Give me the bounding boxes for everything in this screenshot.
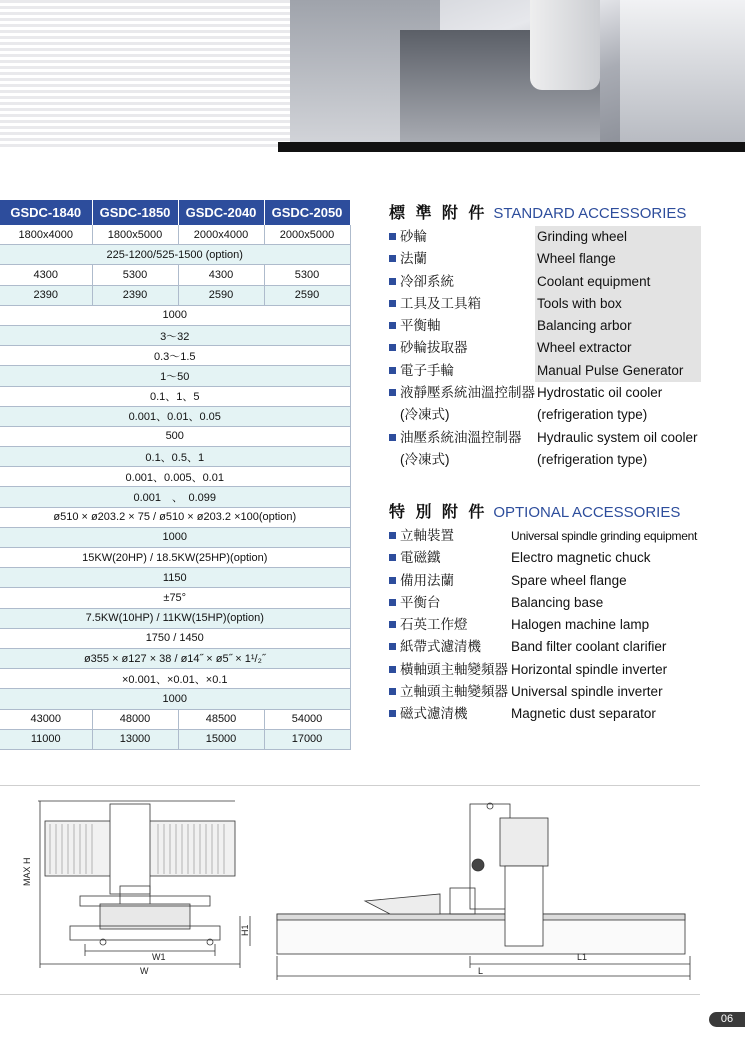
accessory-name-en: Hydrostatic oil cooler (537, 385, 663, 401)
bullet-square-icon (389, 688, 396, 695)
header-black-bar (278, 142, 745, 152)
accessory-name-en: Universal spindle inverter (511, 684, 663, 700)
accessory-item (389, 360, 701, 382)
bullet-square-icon (389, 621, 396, 628)
spec-table-cell: 43000 (0, 709, 92, 729)
accessory-name-zh: 法蘭 (400, 251, 427, 267)
bullet-square-icon (389, 434, 396, 441)
dimension-drawing-svg (0, 786, 700, 994)
optional-accessories-title (389, 499, 680, 522)
accessory-item (389, 293, 701, 315)
spec-table-cell: 2590 (264, 285, 350, 305)
l-label: L (478, 966, 484, 976)
bullet-square-icon (389, 278, 396, 285)
spec-table-cell: 1000 (0, 527, 350, 547)
spec-table-cell: 0.1、0.5、1 (0, 447, 350, 467)
model-header-1850: GSDC-1850 (92, 200, 178, 225)
accessory-item (389, 226, 701, 248)
spec-table-cell: 4300 (0, 265, 92, 285)
spec-table-cell: 2390 (92, 285, 178, 305)
model-header-2050: GSDC-2050 (264, 200, 350, 225)
bullet-square-icon (389, 233, 396, 240)
spec-table-cell: 3～32 (0, 325, 350, 345)
accessory-name-zh: 電磁鐵 (400, 550, 441, 566)
accessory-name-en: Manual Pulse Generator (535, 360, 701, 382)
spec-table-cell: ø510 × ø203.2 × 75 / ø510 × ø203.2 ×100(option) (0, 507, 350, 527)
spec-table-cell: 48000 (92, 709, 178, 729)
page-number: 06 (709, 1012, 745, 1027)
accessory-item (389, 570, 701, 592)
accessory-name-zh: 備用法蘭 (400, 572, 454, 588)
spec-table-cell: ø355 × ø127 × 38 / ø14˝ × ø5˝ × 1¹/₂˝ (0, 648, 350, 668)
accessory-name-zh: 油壓系統油溫控制器 (400, 429, 522, 445)
accessory-name-zh: 立軸頭主軸變頻器 (400, 684, 508, 700)
spec-table-row (0, 689, 350, 709)
spec-table-cell: 7.5KW(10HP) / 11KW(15HP)(option) (0, 608, 350, 628)
h1-label: H1 (240, 924, 250, 936)
accessory-item (389, 636, 701, 658)
machine-dimension-drawing (0, 785, 700, 995)
accessory-name-zh: 石英工作燈 (400, 617, 468, 633)
spec-table-row (0, 406, 350, 426)
spec-table-cell: 11000 (0, 729, 92, 749)
accessory-name-en: Hydraulic system oil cooler (537, 429, 698, 445)
spec-table-row (0, 568, 350, 588)
spec-table-cell: 2000x5000 (264, 225, 350, 245)
accessory-name-en: Magnetic dust separator (511, 706, 656, 722)
spec-table-cell: 2000x4000 (178, 225, 264, 245)
spec-table-cell: 0.001、0.01、0.05 (0, 406, 350, 426)
accessory-name-zh: 工具及工具箱 (400, 295, 481, 311)
spec-table-cell: 1750 / 1450 (0, 628, 350, 648)
spec-table-cell: 1150 (0, 568, 350, 588)
spec-table-cell: 4300 (178, 265, 264, 285)
accessory-name-zh: 磁式濾清機 (400, 706, 468, 722)
spec-table-cell: 0.001 、 0.099 (0, 487, 350, 507)
accessory-name-en: Wheel extractor (535, 337, 701, 359)
accessory-name-en: Spare wheel flange (511, 572, 627, 588)
optional-accessories-title-zh: 特 別 附 件 (389, 504, 488, 521)
spec-table-row (0, 285, 350, 305)
accessory-item (389, 525, 701, 547)
spec-table-row (0, 507, 350, 527)
spec-table-row (0, 487, 350, 507)
accessory-item (389, 315, 701, 337)
bullet-square-icon (389, 367, 396, 374)
accessory-name-zh: (冷凍式) (400, 451, 450, 467)
spec-table-cell: ×0.001、×0.01、×0.1 (0, 669, 350, 689)
spec-table-row (0, 588, 350, 608)
spec-table-cell: 0.1、1、5 (0, 386, 350, 406)
spec-table-cell: 1000 (0, 305, 350, 325)
accessory-name-en: (refrigeration type) (537, 451, 648, 467)
spec-table-row (0, 648, 350, 668)
accessory-name-zh: 平衡台 (400, 594, 441, 610)
accessory-item (389, 659, 701, 681)
spec-table-header-row (0, 200, 350, 225)
w-label: W (140, 966, 149, 976)
accessory-name-en: Horizontal spindle inverter (511, 661, 668, 677)
spec-table-row (0, 447, 350, 467)
bullet-square-icon (389, 389, 396, 396)
w1-label: W1 (152, 952, 166, 962)
spec-table-cell: 2390 (0, 285, 92, 305)
spec-table-cell: 17000 (264, 729, 350, 749)
standard-accessories-title-en: STANDARD ACCESSORIES (493, 205, 687, 222)
accessory-item (389, 427, 701, 449)
bullet-square-icon (389, 344, 396, 351)
spec-table-row (0, 386, 350, 406)
spec-table-row (0, 527, 350, 547)
accessory-item (389, 382, 701, 404)
l1-label: L1 (577, 952, 588, 962)
accessory-name-zh: (冷凍式) (400, 407, 450, 423)
bullet-square-icon (389, 322, 396, 329)
accessory-name-en: Wheel flange (535, 248, 701, 270)
spec-table-cell: 48500 (178, 709, 264, 729)
spec-table-row (0, 608, 350, 628)
bullet-square-icon (389, 666, 396, 673)
accessory-name-zh: 砂輪拔取器 (400, 340, 468, 356)
header-stripe-pattern (0, 0, 290, 150)
optional-accessories-list (389, 525, 701, 726)
accessory-item (389, 681, 701, 703)
spec-table-row (0, 729, 350, 749)
spec-table-row (0, 305, 350, 325)
model-header-2040: GSDC-2040 (178, 200, 264, 225)
accessory-name-en: Electro magnetic chuck (511, 550, 651, 566)
accessory-item (389, 337, 701, 359)
spec-table-cell: ±75° (0, 588, 350, 608)
spec-table-cell: 15000 (178, 729, 264, 749)
accessory-name-zh: 液靜壓系統油溫控制器 (400, 385, 535, 401)
spec-table-row (0, 467, 350, 487)
spec-table-row (0, 346, 350, 366)
accessory-item (389, 271, 701, 293)
accessory-item (389, 614, 701, 636)
bullet-square-icon (389, 599, 396, 606)
optional-accessories-title-en: OPTIONAL ACCESSORIES (493, 504, 681, 521)
spec-table-row (0, 709, 350, 729)
spec-table-row (0, 325, 350, 345)
spec-table-row (0, 366, 350, 386)
bullet-square-icon (389, 532, 396, 539)
spec-table-row (0, 426, 350, 446)
max-h-label: MAX H (22, 857, 32, 886)
specification-table (0, 200, 351, 750)
model-header-1840: GSDC-1840 (0, 200, 92, 225)
accessory-name-en: Band filter coolant clarifier (511, 639, 667, 655)
spec-table-row (0, 628, 350, 648)
spec-table-cell: 1800x5000 (92, 225, 178, 245)
accessory-name-zh: 紙帶式濾清機 (400, 639, 481, 655)
standard-accessories-list (389, 226, 701, 471)
bullet-square-icon (389, 577, 396, 584)
spec-table-cell: 54000 (264, 709, 350, 729)
accessory-name-en: Universal spindle grinding equipment (511, 529, 697, 543)
accessory-item (389, 703, 701, 725)
spec-table-cell: 1～50 (0, 366, 350, 386)
machine-photo (290, 0, 745, 142)
bullet-square-icon (389, 255, 396, 262)
spec-table-cell: 1800x4000 (0, 225, 92, 245)
spec-table-cell: 500 (0, 426, 350, 446)
spec-table-cell: 0.001、0.005、0.01 (0, 467, 350, 487)
spec-table-cell: 1000 (0, 689, 350, 709)
accessory-name-zh: 電子手輪 (400, 362, 454, 378)
accessory-name-en: Halogen machine lamp (511, 617, 650, 633)
spec-table-cell: 2590 (178, 285, 264, 305)
accessory-item (389, 592, 701, 614)
accessory-name-zh: 橫軸頭主軸變頻器 (400, 661, 508, 677)
bullet-square-icon (389, 710, 396, 717)
accessory-name-zh: 平衡軸 (400, 318, 441, 334)
standard-accessories-title-zh: 標 準 附 件 (389, 205, 488, 222)
spec-table-cell: 5300 (264, 265, 350, 285)
accessory-name-en: Coolant equipment (535, 271, 701, 293)
accessory-name-en: Tools with box (535, 293, 701, 315)
spec-table-cell: 5300 (92, 265, 178, 285)
spec-table-cell: 13000 (92, 729, 178, 749)
accessory-name-zh: 立軸裝置 (400, 528, 454, 543)
accessory-item (389, 547, 701, 569)
spec-table-row (0, 669, 350, 689)
spec-table-cell: 15KW(20HP) / 18.5KW(25HP)(option) (0, 548, 350, 568)
spec-table-row (0, 245, 350, 265)
accessory-item (389, 449, 701, 471)
spec-table-row (0, 548, 350, 568)
accessory-name-zh: 冷卻系統 (400, 273, 454, 289)
bullet-square-icon (389, 300, 396, 307)
accessory-name-en: Balancing base (511, 594, 604, 610)
accessory-item (389, 404, 701, 426)
bullet-square-icon (389, 643, 396, 650)
spec-table-cell: 0.3～1.5 (0, 346, 350, 366)
bullet-square-icon (389, 554, 396, 561)
accessory-name-en: Grinding wheel (535, 226, 701, 248)
spec-table-row (0, 265, 350, 285)
spec-table-row (0, 225, 350, 245)
accessory-name-zh: 砂輪 (400, 229, 427, 244)
spec-table-cell: 225-1200/525-1500 (option) (0, 245, 350, 265)
accessory-name-en: Balancing arbor (535, 315, 701, 337)
accessory-name-en: (refrigeration type) (537, 407, 648, 423)
standard-accessories-title (389, 200, 686, 223)
accessory-item (389, 248, 701, 270)
